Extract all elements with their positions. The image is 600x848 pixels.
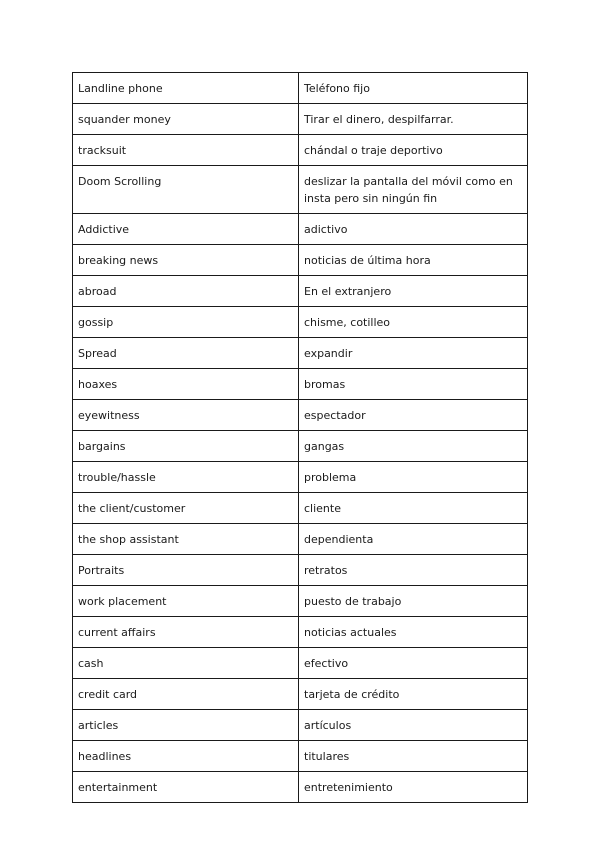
table-row: [73, 73, 528, 104]
english-term-cell: cash: [73, 648, 299, 679]
table-row: [73, 400, 528, 431]
table-row: [73, 555, 528, 586]
spanish-translation-cell: tarjeta de crédito: [299, 679, 528, 710]
table-row: [73, 338, 528, 369]
spanish-translation-cell: gangas: [299, 431, 528, 462]
table-row: [73, 166, 528, 214]
table-row: [73, 462, 528, 493]
spanish-translation-cell: Teléfono fijo: [299, 73, 528, 104]
english-term-cell: abroad: [73, 276, 299, 307]
spanish-translation-cell: noticias de última hora: [299, 245, 528, 276]
spanish-translation-cell: noticias actuales: [299, 617, 528, 648]
english-term-cell: the client/customer: [73, 493, 299, 524]
spanish-translation-cell: puesto de trabajo: [299, 586, 528, 617]
spanish-translation-cell: retratos: [299, 555, 528, 586]
spanish-translation-cell: problema: [299, 462, 528, 493]
spanish-translation-cell: espectador: [299, 400, 528, 431]
table-row: [73, 245, 528, 276]
english-term-cell: eyewitness: [73, 400, 299, 431]
spanish-translation-cell: bromas: [299, 369, 528, 400]
english-term-cell: current affairs: [73, 617, 299, 648]
spanish-translation-cell: dependienta: [299, 524, 528, 555]
english-term-cell: trouble/hassle: [73, 462, 299, 493]
english-term-cell: entertainment: [73, 772, 299, 803]
english-term-cell: the shop assistant: [73, 524, 299, 555]
table-row: [73, 104, 528, 135]
english-term-cell: bargains: [73, 431, 299, 462]
english-term-cell: tracksuit: [73, 135, 299, 166]
spanish-translation-cell: Tirar el dinero, despilfarrar.: [299, 104, 528, 135]
table-row: [73, 679, 528, 710]
table-row: [73, 307, 528, 338]
table-row: [73, 586, 528, 617]
table-row: [73, 524, 528, 555]
table-row: [73, 276, 528, 307]
table-row: [73, 214, 528, 245]
spanish-translation-cell: deslizar la pantalla del móvil como en insta pero sin ningún fin: [299, 166, 528, 214]
spanish-translation-cell: titulares: [299, 741, 528, 772]
spanish-translation-cell: chándal o traje deportivo: [299, 135, 528, 166]
vocabulary-table: [72, 72, 528, 803]
vocabulary-table-body: [73, 73, 528, 803]
table-row: [73, 493, 528, 524]
english-term-cell: Portraits: [73, 555, 299, 586]
spanish-translation-cell: cliente: [299, 493, 528, 524]
table-row: [73, 431, 528, 462]
table-row: [73, 617, 528, 648]
table-row: [73, 772, 528, 803]
table-row: [73, 710, 528, 741]
table-row: [73, 135, 528, 166]
english-term-cell: hoaxes: [73, 369, 299, 400]
english-term-cell: credit card: [73, 679, 299, 710]
english-term-cell: breaking news: [73, 245, 299, 276]
spanish-translation-cell: chisme, cotilleo: [299, 307, 528, 338]
spanish-translation-cell: adictivo: [299, 214, 528, 245]
english-term-cell: articles: [73, 710, 299, 741]
english-term-cell: work placement: [73, 586, 299, 617]
spanish-translation-cell: efectivo: [299, 648, 528, 679]
spanish-translation-cell: En el extranjero: [299, 276, 528, 307]
english-term-cell: Landline phone: [73, 73, 299, 104]
spanish-translation-cell: entretenimiento: [299, 772, 528, 803]
english-term-cell: squander money: [73, 104, 299, 135]
table-row: [73, 648, 528, 679]
spanish-translation-cell: expandir: [299, 338, 528, 369]
english-term-cell: gossip: [73, 307, 299, 338]
english-term-cell: Doom Scrolling: [73, 166, 299, 214]
table-row: [73, 369, 528, 400]
english-term-cell: Addictive: [73, 214, 299, 245]
english-term-cell: headlines: [73, 741, 299, 772]
english-term-cell: Spread: [73, 338, 299, 369]
table-row: [73, 741, 528, 772]
spanish-translation-cell: artículos: [299, 710, 528, 741]
